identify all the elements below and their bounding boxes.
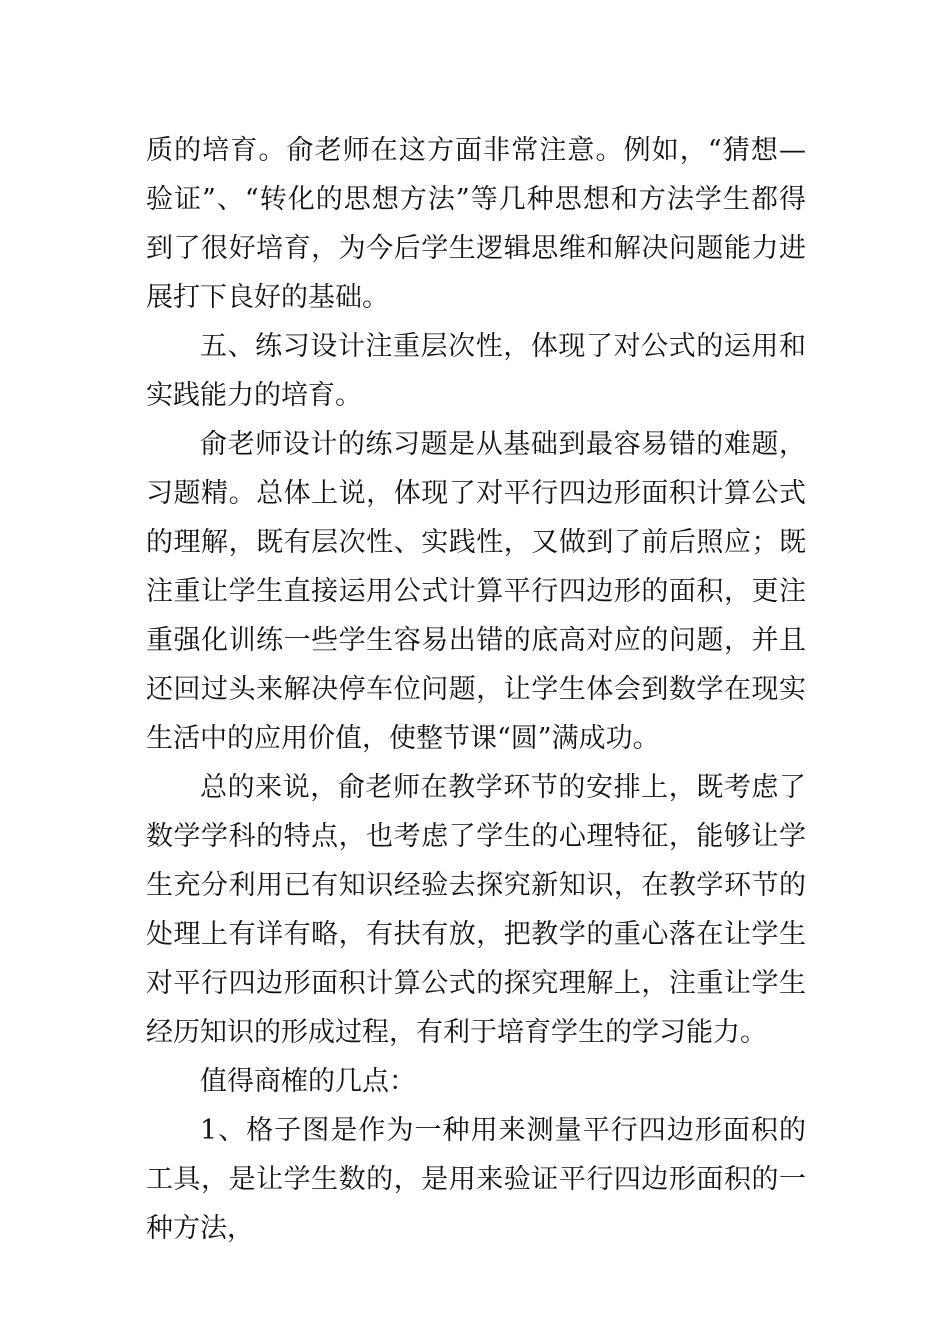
paragraph-discussion-points-heading: 值得商榷的几点： [200, 1066, 416, 1097]
paragraph-moral-cultivation: 质的培育。俞老师在这方面非常注意。例如，“猜想—验证”、“转化的思想方法”等几种思想和方法学生都得到了很好培育，为今后学生逻辑思维和解决问题能力进展打下良好的基础。 [146, 135, 806, 313]
paragraph-summary: 总的来说，俞老师在教学环节的安排上，既考虑了数学学科的特点，也考虑了学生的心理特征，能够让学生充分利用已有知识经验去探究新知识，在教学环节的处理上有详有略，有扶有放，把教学的重心落在让学生对平行四边形面积计算公式的探究理解上，注重让学生经历知识的形成过程，有利于培育学生的学习能力。 [146, 772, 806, 1048]
paragraph-exercise-design: 俞老师设计的练习题是从基础到最容易错的难题，习题精。总体上说，体现了对平行四边形面积计算公式的理解，既有层次性、实践性，又做到了前后照应；既注重让学生直接运用公式计算平行四边形的面积，更注重强化训练一些学生容易出错的底高对应的问题，并且还回过头来解决停车位问题，让学生体会到数学在现实生活中的应用价值，使整节课“圆”满成功。 [146, 429, 806, 754]
document-body [146, 126, 806, 1253]
paragraph-point-one: 1、格子图是作为一种用来测量平行四边形面积的工具，是让学生数的，是用来验证平行四边形面积的一种方法， [146, 1115, 806, 1244]
paragraph-section-five-heading: 五、练习设计注重层次性，体现了对公式的运用和实践能力的培育。 [146, 331, 806, 411]
